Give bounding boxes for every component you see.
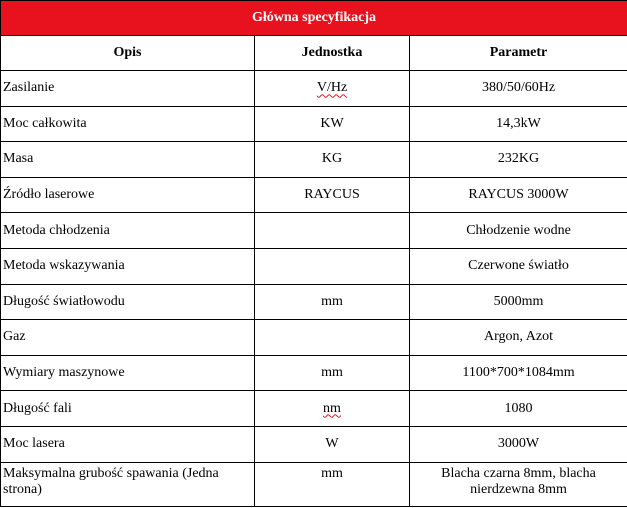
cell-parametr: 5000mm — [410, 284, 627, 320]
cell-opis: Moc całkowita — [1, 106, 255, 142]
cell-parametr: 232KG — [410, 142, 627, 178]
cell-opis: Gaz — [1, 320, 255, 356]
header-parametr: Parametr — [410, 36, 627, 71]
cell-parametr: 1080 — [410, 391, 627, 427]
header-row — [1, 36, 627, 71]
table-row — [1, 106, 627, 142]
cell-jednostka-text: nm — [323, 400, 341, 416]
cell-jednostka: W — [255, 426, 410, 462]
cell-jednostka — [255, 213, 410, 249]
cell-opis: Wymiary maszynowe — [1, 355, 255, 391]
header-opis: Opis — [1, 36, 255, 71]
cell-jednostka — [255, 320, 410, 356]
cell-opis: Źródło laserowe — [1, 177, 255, 213]
cell-opis: Moc lasera — [1, 426, 255, 462]
table-row — [1, 142, 627, 178]
cell-opis: Długość światłowodu — [1, 284, 255, 320]
table-row — [1, 284, 627, 320]
cell-jednostka: KW — [255, 106, 410, 142]
table-row — [1, 177, 627, 213]
cell-jednostka-text: V/Hz — [316, 80, 348, 96]
cell-jednostka — [255, 391, 410, 427]
cell-jednostka — [255, 71, 410, 107]
table-row — [1, 71, 627, 107]
cell-parametr: Czerwone światło — [410, 248, 627, 284]
table-row — [1, 462, 627, 506]
cell-jednostka — [255, 248, 410, 284]
cell-opis: Zasilanie — [1, 71, 255, 107]
header-jednostka: Jednostka — [255, 36, 410, 71]
table-row — [1, 213, 627, 249]
cell-parametr: Blacha czarna 8mm, blacha nierdzewna 8mm — [410, 462, 627, 506]
cell-jednostka: KG — [255, 142, 410, 178]
table-row — [1, 248, 627, 284]
cell-opis: Długość fali — [1, 391, 255, 427]
cell-opis: Masa — [1, 142, 255, 178]
cell-opis: Metoda wskazywania — [1, 248, 255, 284]
title-row — [1, 1, 627, 36]
cell-jednostka: mm — [255, 355, 410, 391]
cell-jednostka: RAYCUS — [255, 177, 410, 213]
cell-parametr: 380/50/60Hz — [410, 71, 627, 107]
table-row — [1, 426, 627, 462]
cell-parametr: 1100*700*1084mm — [410, 355, 627, 391]
cell-parametr: Chłodzenie wodne — [410, 213, 627, 249]
cell-opis: Metoda chłodzenia — [1, 213, 255, 249]
table-title: Główna specyfikacja — [1, 1, 627, 36]
table-row — [1, 391, 627, 427]
table-row — [1, 355, 627, 391]
cell-parametr: Argon, Azot — [410, 320, 627, 356]
cell-parametr: RAYCUS 3000W — [410, 177, 627, 213]
cell-parametr: 3000W — [410, 426, 627, 462]
cell-jednostka: mm — [255, 284, 410, 320]
table-row — [1, 320, 627, 356]
cell-jednostka: mm — [255, 462, 410, 506]
cell-opis: Maksymalna grubość spawania (Jedna strona) — [1, 462, 255, 506]
cell-parametr: 14,3kW — [410, 106, 627, 142]
